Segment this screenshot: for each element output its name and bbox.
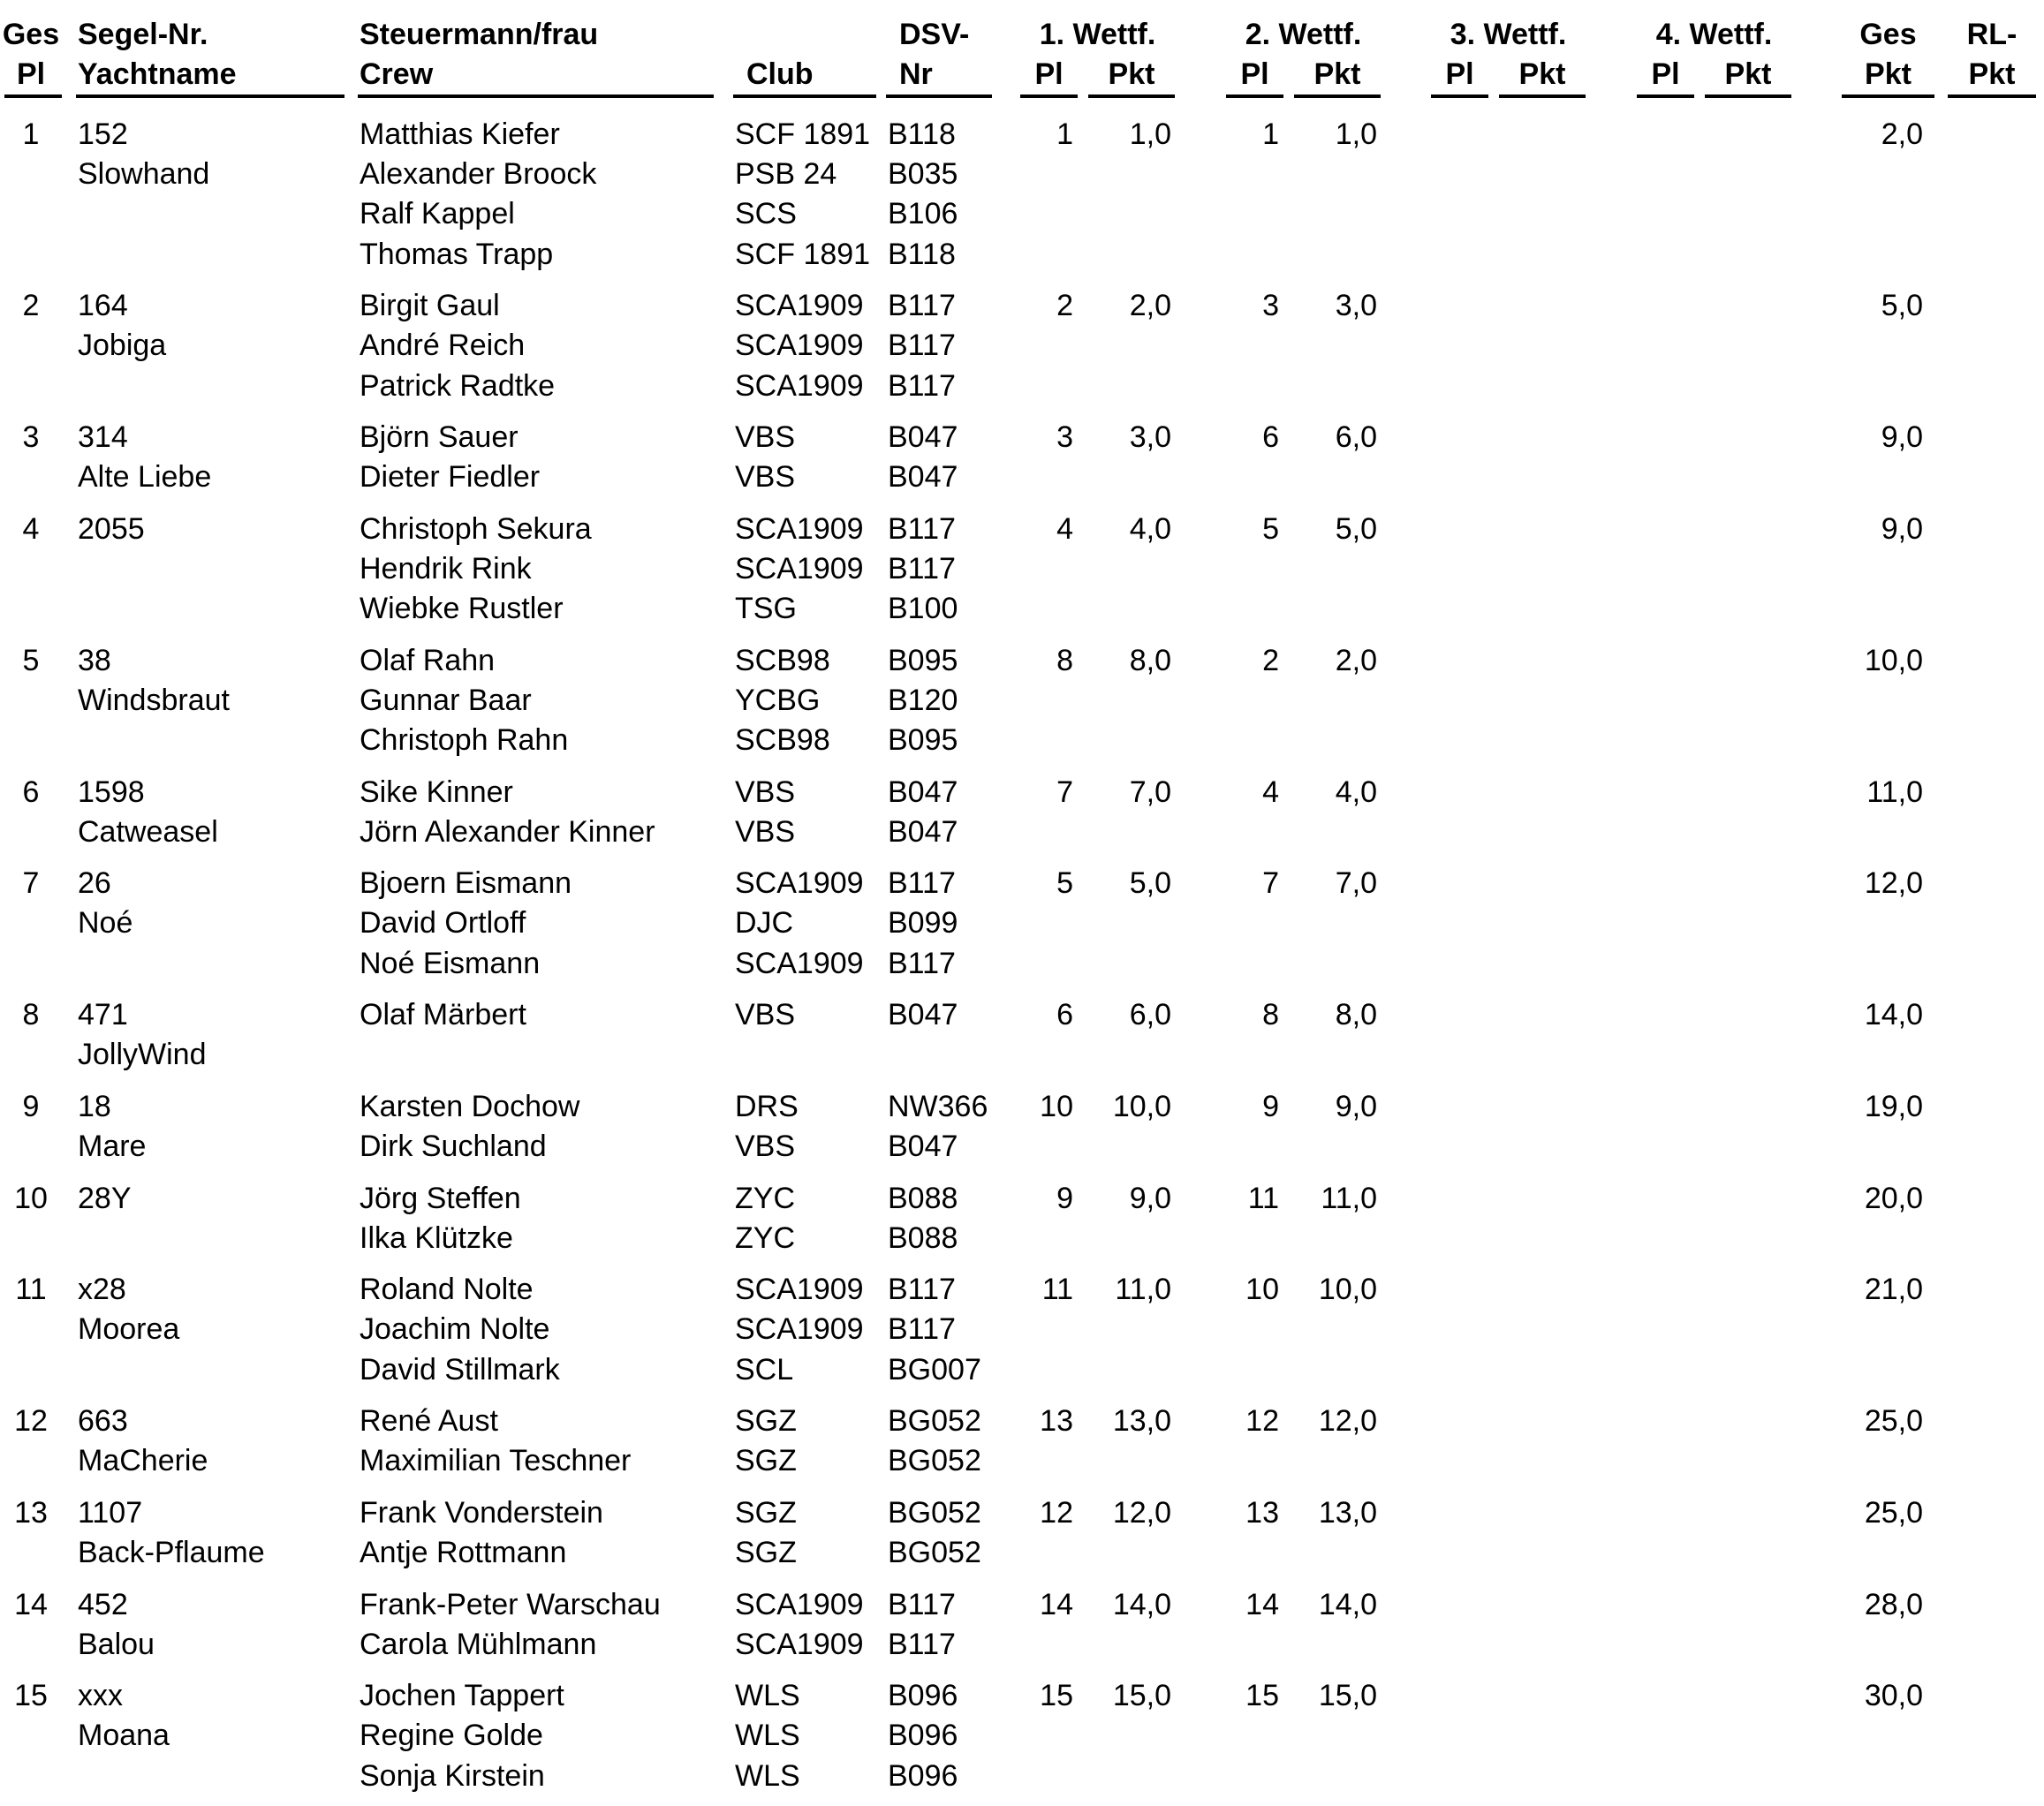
crew-dsv-nr: B099 — [888, 906, 958, 940]
header-dsv: DSV- — [899, 18, 970, 51]
total-points: 25,0 — [1864, 1496, 1923, 1530]
race-2-place: 9 — [1262, 1090, 1279, 1123]
crew-club: VBS — [735, 775, 796, 809]
crew-club: SCL — [735, 1353, 794, 1387]
rank: 9 — [22, 1090, 40, 1123]
crew-club: DRS — [735, 1090, 799, 1123]
header-race-4-pl: Pl — [1651, 57, 1680, 91]
race-1-points: 15,0 — [1112, 1679, 1171, 1712]
race-1-points: 6,0 — [1129, 998, 1171, 1031]
crew-club: VBS — [735, 815, 796, 849]
crew-club: SCA1909 — [735, 329, 864, 362]
rank: 6 — [22, 775, 40, 809]
crew-name: Patrick Radtke — [360, 369, 556, 403]
header-rule — [1499, 94, 1586, 98]
crew-name: Olaf Märbert — [360, 998, 526, 1031]
header-ges-pkt: Ges — [1859, 18, 1917, 51]
total-points: 28,0 — [1864, 1588, 1923, 1621]
crew-dsv-nr: B118 — [888, 117, 956, 151]
crew-name: David Ortloff — [360, 906, 526, 940]
header-race-2-pkt: Pkt — [1313, 57, 1361, 91]
rank: 11 — [15, 1273, 47, 1306]
race-2-place: 1 — [1262, 117, 1279, 151]
sail-number: xxx — [78, 1679, 123, 1712]
header-race-1: 1. Wettf. — [1039, 18, 1156, 51]
crew-club: VBS — [735, 998, 796, 1031]
race-2-place: 10 — [1245, 1273, 1279, 1306]
crew-name: Jochen Tappert — [360, 1679, 564, 1712]
race-2-points: 15,0 — [1318, 1679, 1377, 1712]
header-race-3: 3. Wettf. — [1450, 18, 1567, 51]
total-points: 30,0 — [1864, 1679, 1923, 1712]
rank: 5 — [22, 644, 40, 677]
rank: 7 — [22, 866, 40, 900]
crew-club: WLS — [735, 1759, 800, 1793]
header-segel-nr: Segel-Nr. — [78, 18, 208, 51]
total-points: 9,0 — [1881, 512, 1923, 546]
crew-dsv-nr: B088 — [888, 1221, 958, 1255]
crew-dsv-nr: B095 — [888, 644, 958, 677]
crew-name: Sonja Kirstein — [360, 1759, 545, 1793]
race-2-place: 8 — [1262, 998, 1279, 1031]
yacht-name: Alte Liebe — [78, 460, 212, 494]
crew-name: Sike Kinner — [360, 775, 513, 809]
crew-club: SCF 1891 — [735, 117, 871, 151]
sail-number: 1107 — [78, 1496, 143, 1530]
race-2-points: 4,0 — [1335, 775, 1377, 809]
total-points: 20,0 — [1864, 1182, 1923, 1215]
header-rule — [1637, 94, 1694, 98]
race-1-points: 10,0 — [1112, 1090, 1171, 1123]
crew-club: ZYC — [735, 1182, 795, 1215]
race-1-points: 7,0 — [1129, 775, 1171, 809]
header-rule — [1020, 94, 1078, 98]
header-rule — [1948, 94, 2036, 98]
race-2-points: 7,0 — [1335, 866, 1377, 900]
crew-club: SCB98 — [735, 644, 830, 677]
crew-dsv-nr: B117 — [888, 329, 956, 362]
crew-name: Gunnar Baar — [360, 684, 532, 717]
yacht-name: Mare — [78, 1130, 147, 1163]
race-1-points: 11,0 — [1115, 1273, 1171, 1306]
crew-club: ZYC — [735, 1221, 795, 1255]
crew-dsv-nr: BG052 — [888, 1404, 981, 1438]
sail-number: 1598 — [78, 775, 145, 809]
crew-dsv-nr: B047 — [888, 1130, 958, 1163]
crew-name: Ilka Klützke — [360, 1221, 513, 1255]
header-rule — [1294, 94, 1381, 98]
crew-name: Olaf Rahn — [360, 644, 496, 677]
race-1-place: 2 — [1056, 289, 1073, 322]
race-2-points: 9,0 — [1335, 1090, 1377, 1123]
race-2-points: 13,0 — [1318, 1496, 1377, 1530]
total-points: 19,0 — [1864, 1090, 1923, 1123]
crew-name: Antje Rottmann — [360, 1536, 567, 1569]
crew-club: YCBG — [735, 684, 821, 717]
sail-number: 471 — [78, 998, 128, 1031]
crew-club: SGZ — [735, 1496, 797, 1530]
sail-number: 452 — [78, 1588, 128, 1621]
header-steuermann: Steuermann/frau — [360, 18, 599, 51]
crew-dsv-nr: BG052 — [888, 1536, 981, 1569]
sail-number: x28 — [78, 1273, 126, 1306]
yacht-name: Slowhand — [78, 157, 210, 191]
header-rule — [1226, 94, 1283, 98]
crew-dsv-nr: B117 — [888, 1312, 956, 1346]
crew-name: Noé Eismann — [360, 947, 541, 980]
crew-dsv-nr: B117 — [888, 289, 956, 322]
rank: 1 — [22, 117, 40, 151]
crew-dsv-nr: BG007 — [888, 1353, 981, 1387]
crew-name: Roland Nolte — [360, 1273, 534, 1306]
race-1-points: 13,0 — [1112, 1404, 1171, 1438]
race-1-points: 4,0 — [1129, 512, 1171, 546]
crew-dsv-nr: BG052 — [888, 1496, 981, 1530]
yacht-name: Noé — [78, 906, 133, 940]
rank: 15 — [14, 1679, 48, 1712]
race-1-points: 1,0 — [1129, 117, 1171, 151]
yacht-name: Balou — [78, 1628, 155, 1661]
header-nr: Nr — [899, 57, 933, 91]
race-1-place: 5 — [1056, 866, 1073, 900]
header-yachtname: Yachtname — [78, 57, 237, 91]
crew-club: SCA1909 — [735, 1312, 864, 1346]
crew-dsv-nr: B117 — [888, 1628, 956, 1661]
crew-club: SCA1909 — [735, 866, 864, 900]
crew-dsv-nr: B047 — [888, 420, 958, 454]
rank: 13 — [14, 1496, 48, 1530]
crew-name: Karsten Dochow — [360, 1090, 580, 1123]
crew-club: SCB98 — [735, 723, 830, 757]
crew-name: Christoph Sekura — [360, 512, 592, 546]
crew-club: TSG — [735, 592, 797, 625]
header-rule — [4, 94, 62, 98]
sail-number: 314 — [78, 420, 128, 454]
race-2-place: 12 — [1245, 1404, 1279, 1438]
header-ges-pkt-2: Pkt — [1865, 57, 1912, 91]
sail-number: 18 — [78, 1090, 111, 1123]
total-points: 2,0 — [1881, 117, 1923, 151]
race-2-points: 6,0 — [1335, 420, 1377, 454]
crew-dsv-nr: B118 — [888, 238, 956, 271]
race-2-place: 13 — [1245, 1496, 1279, 1530]
header-rule — [76, 94, 344, 98]
crew-club: SCA1909 — [735, 369, 864, 403]
crew-club: WLS — [735, 1719, 800, 1752]
yacht-name: Moorea — [78, 1312, 180, 1346]
race-1-place: 7 — [1056, 775, 1073, 809]
race-1-place: 10 — [1040, 1090, 1073, 1123]
crew-dsv-nr: BG052 — [888, 1444, 981, 1477]
race-2-points: 11,0 — [1321, 1182, 1377, 1215]
crew-dsv-nr: NW366 — [888, 1090, 988, 1123]
yacht-name: JollyWind — [78, 1038, 207, 1071]
crew-club: VBS — [735, 460, 796, 494]
crew-club: SGZ — [735, 1404, 797, 1438]
race-1-points: 3,0 — [1129, 420, 1171, 454]
header-rl-pkt: Pkt — [1968, 57, 2016, 91]
crew-name: Hendrik Rink — [360, 552, 532, 586]
header-rl: RL- — [1966, 18, 2018, 51]
yacht-name: Jobiga — [78, 329, 167, 362]
crew-dsv-nr: B117 — [888, 552, 956, 586]
rank: 3 — [22, 420, 40, 454]
header-race-1-pkt: Pkt — [1108, 57, 1155, 91]
header-rule — [1705, 94, 1791, 98]
sail-number: 26 — [78, 866, 111, 900]
race-2-points: 5,0 — [1335, 512, 1377, 546]
crew-club: SCA1909 — [735, 1273, 864, 1306]
yacht-name: Moana — [78, 1719, 170, 1752]
sail-number: 2055 — [78, 512, 145, 546]
header-race-2: 2. Wettf. — [1245, 18, 1362, 51]
race-2-place: 5 — [1262, 512, 1279, 546]
sail-number: 152 — [78, 117, 128, 151]
header-pl: Pl — [16, 57, 46, 91]
crew-club: SCA1909 — [735, 1628, 864, 1661]
crew-club: VBS — [735, 1130, 796, 1163]
race-2-place: 14 — [1245, 1588, 1279, 1621]
header-rule — [886, 94, 992, 98]
crew-name: Birgit Gaul — [360, 289, 500, 322]
rank: 4 — [22, 512, 40, 546]
header-race-3-pkt: Pkt — [1518, 57, 1566, 91]
crew-dsv-nr: B100 — [888, 592, 958, 625]
race-1-points: 2,0 — [1129, 289, 1171, 322]
crew-dsv-nr: B035 — [888, 157, 958, 191]
total-points: 9,0 — [1881, 420, 1923, 454]
race-2-points: 1,0 — [1335, 117, 1377, 151]
race-1-points: 5,0 — [1129, 866, 1171, 900]
crew-club: SGZ — [735, 1536, 797, 1569]
crew-name: Björn Sauer — [360, 420, 519, 454]
crew-club: DJC — [735, 906, 794, 940]
header-club: Club — [746, 57, 814, 91]
rank: 8 — [22, 998, 40, 1031]
race-1-place: 3 — [1056, 420, 1073, 454]
race-1-points: 14,0 — [1112, 1588, 1171, 1621]
crew-dsv-nr: B117 — [888, 1588, 956, 1621]
crew-name: David Stillmark — [360, 1353, 560, 1387]
crew-dsv-nr: B117 — [888, 947, 956, 980]
race-1-place: 12 — [1040, 1496, 1073, 1530]
header-race-4-pkt: Pkt — [1724, 57, 1772, 91]
crew-dsv-nr: B117 — [888, 866, 956, 900]
race-2-points: 12,0 — [1318, 1404, 1377, 1438]
race-2-place: 15 — [1245, 1679, 1279, 1712]
crew-name: Thomas Trapp — [360, 238, 554, 271]
yacht-name: Back-Pflaume — [78, 1536, 265, 1569]
crew-name: Maximilian Teschner — [360, 1444, 632, 1477]
race-2-points: 2,0 — [1335, 644, 1377, 677]
crew-name: Regine Golde — [360, 1719, 543, 1752]
total-points: 25,0 — [1864, 1404, 1923, 1438]
crew-dsv-nr: B106 — [888, 197, 958, 230]
race-2-place: 6 — [1262, 420, 1279, 454]
crew-name: Bjoern Eismann — [360, 866, 572, 900]
crew-dsv-nr: B095 — [888, 723, 958, 757]
crew-name: Frank-Peter Warschau — [360, 1588, 661, 1621]
header-race-2-pl: Pl — [1240, 57, 1269, 91]
yacht-name: Catweasel — [78, 815, 218, 849]
header-rule — [1088, 94, 1175, 98]
rank: 14 — [14, 1588, 48, 1621]
race-1-place: 4 — [1056, 512, 1073, 546]
header-rule — [733, 94, 876, 98]
rank: 10 — [14, 1182, 48, 1215]
race-1-place: 15 — [1040, 1679, 1073, 1712]
crew-name: Alexander Broock — [360, 157, 597, 191]
race-1-points: 12,0 — [1112, 1496, 1171, 1530]
total-points: 10,0 — [1864, 644, 1923, 677]
crew-dsv-nr: B047 — [888, 815, 958, 849]
crew-club: WLS — [735, 1679, 800, 1712]
crew-club: SCA1909 — [735, 552, 864, 586]
header-crew: Crew — [360, 57, 434, 91]
race-2-points: 3,0 — [1335, 289, 1377, 322]
crew-dsv-nr: B120 — [888, 684, 958, 717]
race-2-points: 8,0 — [1335, 998, 1377, 1031]
race-1-place: 8 — [1056, 644, 1073, 677]
sail-number: 663 — [78, 1404, 128, 1438]
crew-club: VBS — [735, 420, 796, 454]
race-1-place: 13 — [1040, 1404, 1073, 1438]
crew-name: Joachim Nolte — [360, 1312, 550, 1346]
race-1-place: 11 — [1041, 1273, 1073, 1306]
yacht-name: MaCherie — [78, 1444, 208, 1477]
crew-club: SCA1909 — [735, 512, 864, 546]
crew-name: Frank Vonderstein — [360, 1496, 603, 1530]
crew-club: SCA1909 — [735, 947, 864, 980]
crew-club: SCF 1891 — [735, 238, 871, 271]
crew-dsv-nr: B047 — [888, 460, 958, 494]
crew-dsv-nr: B117 — [888, 512, 956, 546]
race-2-place: 4 — [1262, 775, 1279, 809]
rank: 12 — [14, 1404, 48, 1438]
crew-dsv-nr: B096 — [888, 1759, 958, 1793]
crew-dsv-nr: B096 — [888, 1679, 958, 1712]
crew-name: Jörg Steffen — [360, 1182, 521, 1215]
rank: 2 — [22, 289, 40, 322]
crew-name: Wiebke Rustler — [360, 592, 564, 625]
race-1-place: 1 — [1056, 117, 1073, 151]
sail-number: 28Y — [78, 1182, 132, 1215]
total-points: 5,0 — [1881, 289, 1923, 322]
crew-club: PSB 24 — [735, 157, 837, 191]
crew-name: Matthias Kiefer — [360, 117, 560, 151]
total-points: 21,0 — [1864, 1273, 1923, 1306]
crew-name: Carola Mühlmann — [360, 1628, 597, 1661]
crew-dsv-nr: B096 — [888, 1719, 958, 1752]
crew-dsv-nr: B088 — [888, 1182, 958, 1215]
crew-name: André Reich — [360, 329, 526, 362]
crew-name: René Aust — [360, 1404, 498, 1438]
crew-dsv-nr: B047 — [888, 775, 958, 809]
total-points: 11,0 — [1866, 775, 1923, 809]
header-race-1-pl: Pl — [1034, 57, 1064, 91]
race-1-place: 6 — [1056, 998, 1073, 1031]
total-points: 12,0 — [1864, 866, 1923, 900]
crew-name: Jörn Alexander Kinner — [360, 815, 655, 849]
crew-name: Dieter Fiedler — [360, 460, 541, 494]
header-race-4: 4. Wettf. — [1655, 18, 1773, 51]
race-1-points: 9,0 — [1129, 1182, 1171, 1215]
crew-club: SCA1909 — [735, 1588, 864, 1621]
header-ges: Ges — [2, 18, 60, 51]
sail-number: 38 — [78, 644, 111, 677]
crew-club: SGZ — [735, 1444, 797, 1477]
race-2-place: 2 — [1262, 644, 1279, 677]
crew-name: Christoph Rahn — [360, 723, 569, 757]
race-2-place: 7 — [1262, 866, 1279, 900]
header-race-3-pl: Pl — [1445, 57, 1474, 91]
crew-dsv-nr: B117 — [888, 369, 956, 403]
race-1-place: 14 — [1040, 1588, 1073, 1621]
race-2-place: 11 — [1247, 1182, 1279, 1215]
sail-number: 164 — [78, 289, 128, 322]
crew-club: SCA1909 — [735, 289, 864, 322]
header-rule — [1431, 94, 1488, 98]
race-1-place: 9 — [1056, 1182, 1073, 1215]
crew-dsv-nr: B047 — [888, 998, 958, 1031]
crew-club: SCS — [735, 197, 797, 230]
header-rule — [358, 94, 714, 98]
header-rule — [1842, 94, 1934, 98]
race-2-place: 3 — [1262, 289, 1279, 322]
race-2-points: 14,0 — [1318, 1588, 1377, 1621]
crew-dsv-nr: B117 — [888, 1273, 956, 1306]
crew-name: Ralf Kappel — [360, 197, 515, 230]
crew-name: Dirk Suchland — [360, 1130, 547, 1163]
total-points: 14,0 — [1864, 998, 1923, 1031]
race-2-points: 10,0 — [1318, 1273, 1377, 1306]
yacht-name: Windsbraut — [78, 684, 230, 717]
race-1-points: 8,0 — [1129, 644, 1171, 677]
